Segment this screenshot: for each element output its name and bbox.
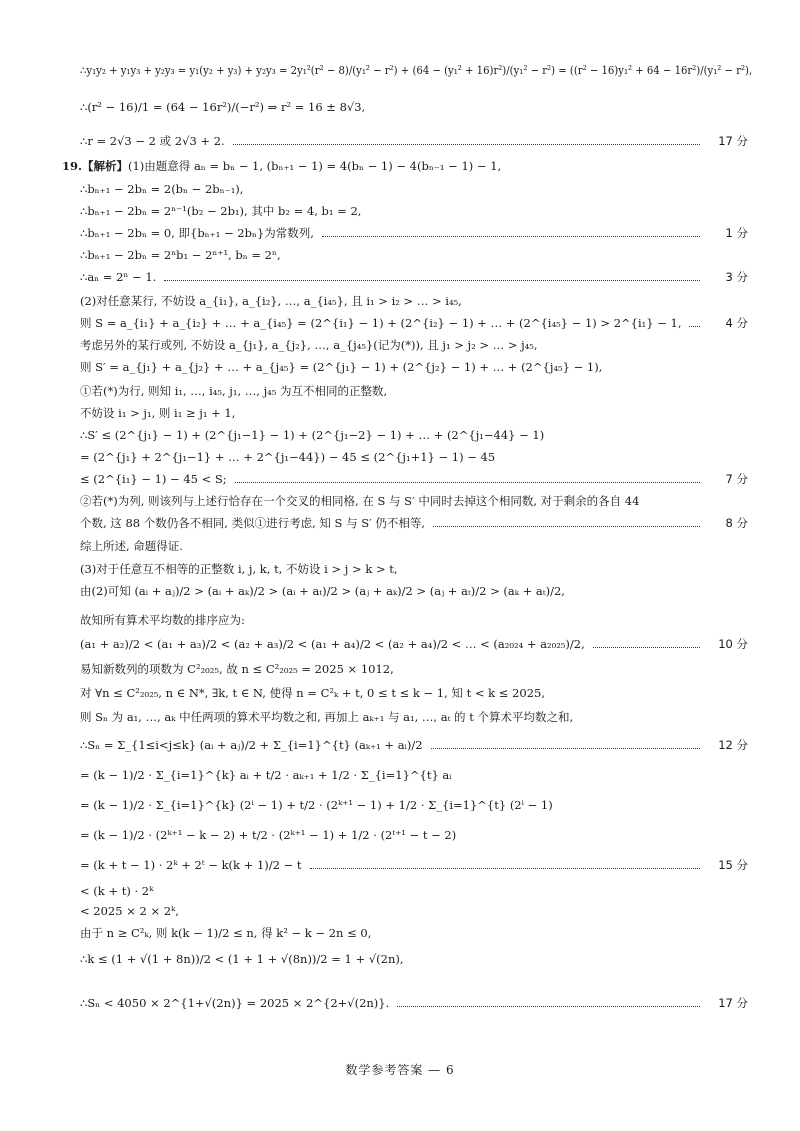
line-text: ∴bₙ₊₁ − 2bₙ = 0, 即{bₙ₊₁ − 2bₙ}为常数列,: [80, 226, 314, 240]
line-text: ∴S′ ≤ (2^{j₁} − 1) + (2^{j₁−1} − 1) + (2^{j₁−2} − 1) + … + (2^{j₁−44} − 1): [80, 428, 545, 442]
line-text: ∴bₙ₊₁ − 2bₙ = 2ⁿb₁ − 2ⁿ⁺¹, bₙ = 2ⁿ,: [80, 248, 281, 262]
line-text: ∴Sₙ = Σ_{1≤i<j≤k} (aᵢ + aⱼ)/2 + Σ_{i=1}^{t} (aₖ₊₁ + aᵢ)/2: [80, 738, 423, 752]
score-mark: 1 分: [725, 226, 748, 240]
line-text: = (2^{j₁} + 2^{j₁−1} + … + 2^{j₁−44}) − 45 ≤ (2^{j₁+1} − 1) − 45: [80, 450, 496, 464]
line-text: ∴bₙ₊₁ − 2bₙ = 2(bₙ − 2bₙ₋₁),: [80, 182, 244, 196]
leader-dots: [689, 326, 700, 327]
score-mark: 12 分: [718, 738, 748, 752]
line-text: 故知所有算术平均数的排序应为:: [80, 613, 245, 627]
leader-dots: [233, 144, 700, 145]
line-text: ∴r = 2√3 − 2 或 2√3 + 2.: [80, 134, 225, 148]
line-text: 不妨设 i₁ > j₁, 则 i₁ ≥ j₁ + 1,: [80, 406, 236, 420]
line-text: = (k + t − 1) · 2ᵏ + 2ᵗ − k(k + 1)/2 − t: [80, 858, 302, 872]
line-text: (a₁ + a₂)/2 < (a₁ + a₃)/2 < (a₂ + a₃)/2 < (a₁ + a₄)/2 < (a₂ + a₄)/2 < … < (a₂₀₂₄ + a₂₀₂₅)/2,: [80, 637, 585, 651]
line-text: (1)由题意得 aₙ = bₙ − 1, (bₙ₊₁ − 1) = 4(bₙ − 1) − 4(bₙ₋₁ − 1) − 1,: [128, 159, 502, 173]
line-text: 由(2)可知 (aᵢ + aⱼ)/2 > (aᵢ + aₖ)/2 > (aᵢ + aₜ)/2 > (aⱼ + aₖ)/2 > (aⱼ + aₜ)/2 > (aₖ + aₜ)/2,: [80, 584, 565, 598]
leader-dots: [593, 647, 700, 648]
page-footer: 数学参考答案 — 6: [345, 1063, 455, 1077]
leader-dots: [431, 748, 700, 749]
line-text: ①若(*)为行, 则知 i₁, …, i₄₅, j₁, …, j₄₅ 为互不相同的正整数,: [80, 384, 388, 398]
line-text: < (k + t) · 2ᵏ: [80, 884, 154, 898]
score-mark: 4 分: [725, 316, 748, 330]
line-text: 则 S = a_{i₁} + a_{i₂} + … + a_{i₄₅} = (2^{i₁} − 1) + (2^{i₂} − 1) + … + (2^{i₄₅} − 1) > 2^{i₁} − 1,: [80, 316, 682, 330]
line-text: 由于 n ≥ C²ₖ, 则 k(k − 1)/2 ≤ n, 得 k² − k − 2n ≤ 0,: [80, 926, 372, 940]
line-text: ∴y₁y₂ + y₁y₃ + y₂y₃ = y₁(y₂ + y₃) + y₂y₃ = 2y₁²(r² − 8)/(y₁² − r²) + (64 − (y₁² + 16)r²)/(y₁² − r²) = ((r² − 16)y₁² + 64 − 16r²)/(y₁² − r²),: [80, 63, 753, 77]
line-text: ∴aₙ = 2ⁿ − 1.: [80, 270, 157, 284]
leader-dots: [397, 1006, 700, 1007]
line-text: (2)对任意某行, 不妨设 a_{i₁}, a_{i₂}, …, a_{i₄₅}, 且 i₁ > i₂ > … > i₄₅,: [80, 294, 462, 308]
score-mark: 15 分: [718, 858, 748, 872]
line-text: ∴(r² − 16)/1 = (64 − 16r²)/(−r²) ⇒ r² = 16 ± 8√3,: [80, 100, 366, 114]
line-text: 易知新数列的项数为 C²₂₀₂₅, 故 n ≤ C²₂₀₂₅ = 2025 × 1012,: [80, 662, 394, 676]
leader-dots: [322, 236, 700, 237]
line-text: < 2025 × 2 × 2ᵏ,: [80, 904, 179, 918]
score-mark: 10 分: [718, 637, 748, 651]
line-text: ∴bₙ₊₁ − 2bₙ = 2ⁿ⁻¹(b₂ − 2b₁), 其中 b₂ = 4, b₁ = 2,: [80, 204, 362, 218]
line-text: = (k − 1)/2 · Σ_{i=1}^{k} aᵢ + t/2 · aₖ₊₁ + 1/2 · Σ_{i=1}^{t} aᵢ: [80, 768, 452, 782]
score-mark: 3 分: [725, 270, 748, 284]
leader-dots: [310, 868, 700, 869]
line-text: 对 ∀n ≤ C²₂₀₂₅, n ∈ N*, ∃k, t ∈ N, 使得 n = C²ₖ + t, 0 ≤ t ≤ k − 1, 知 t < k ≤ 2025,: [80, 686, 545, 700]
score-mark: 7 分: [725, 472, 748, 486]
line-text: 个数, 这 88 个数仍各不相同, 类似①进行考虑, 知 S 与 S′ 仍不相等,: [80, 516, 426, 530]
problem-number-label: 19.【解析】: [62, 159, 129, 173]
line-text: = (k − 1)/2 · Σ_{i=1}^{k} (2ⁱ − 1) + t/2 · (2ᵏ⁺¹ − 1) + 1/2 · Σ_{i=1}^{t} (2ⁱ − 1): [80, 798, 553, 812]
line-text: ∴k ≤ (1 + √(1 + 8n))/2 < (1 + 1 + √(8n))/2 = 1 + √(2n),: [80, 952, 404, 966]
line-text: ∴Sₙ < 4050 × 2^{1+√(2n)} = 2025 × 2^{2+√(2n)}.: [80, 996, 390, 1010]
score-mark: 17 分: [718, 134, 748, 148]
score-mark: 8 分: [725, 516, 748, 530]
leader-dots: [235, 482, 700, 483]
score-mark: 17 分: [718, 996, 748, 1010]
line-text: 综上所述, 命题得证.: [80, 539, 183, 553]
line-text: 则 S′ = a_{j₁} + a_{j₂} + … + a_{j₄₅} = (2^{j₁} − 1) + (2^{j₂} − 1) + … + (2^{j₄₅} − 1),: [80, 360, 603, 374]
line-text: ②若(*)为列, 则该列与上述行恰存在一个交叉的相同格, 在 S 与 S′ 中同时去掉这个相同数, 对于剩余的各自 44: [80, 494, 640, 508]
line-text: ≤ (2^{i₁} − 1) − 45 < S;: [80, 472, 227, 486]
line-text: 则 Sₙ 为 a₁, …, aₖ 中任两项的算术平均数之和, 再加上 aₖ₊₁ 与 a₁, …, aₜ 的 t 个算术平均数之和,: [80, 710, 574, 724]
line-text: (3)对于任意互不相等的正整数 i, j, k, t, 不妨设 i > j > k > t,: [80, 562, 398, 576]
line-text: = (k − 1)/2 · (2ᵏ⁺¹ − k − 2) + t/2 · (2ᵏ⁺¹ − 1) + 1/2 · (2ᵗ⁺¹ − t − 2): [80, 828, 457, 842]
leader-dots: [433, 526, 700, 527]
leader-dots: [164, 280, 700, 281]
line-text: 考虑另外的某行或列, 不妨设 a_{j₁}, a_{j₂}, …, a_{j₄₅}(记为(*)), 且 j₁ > j₂ > … > j₄₅,: [80, 338, 538, 352]
